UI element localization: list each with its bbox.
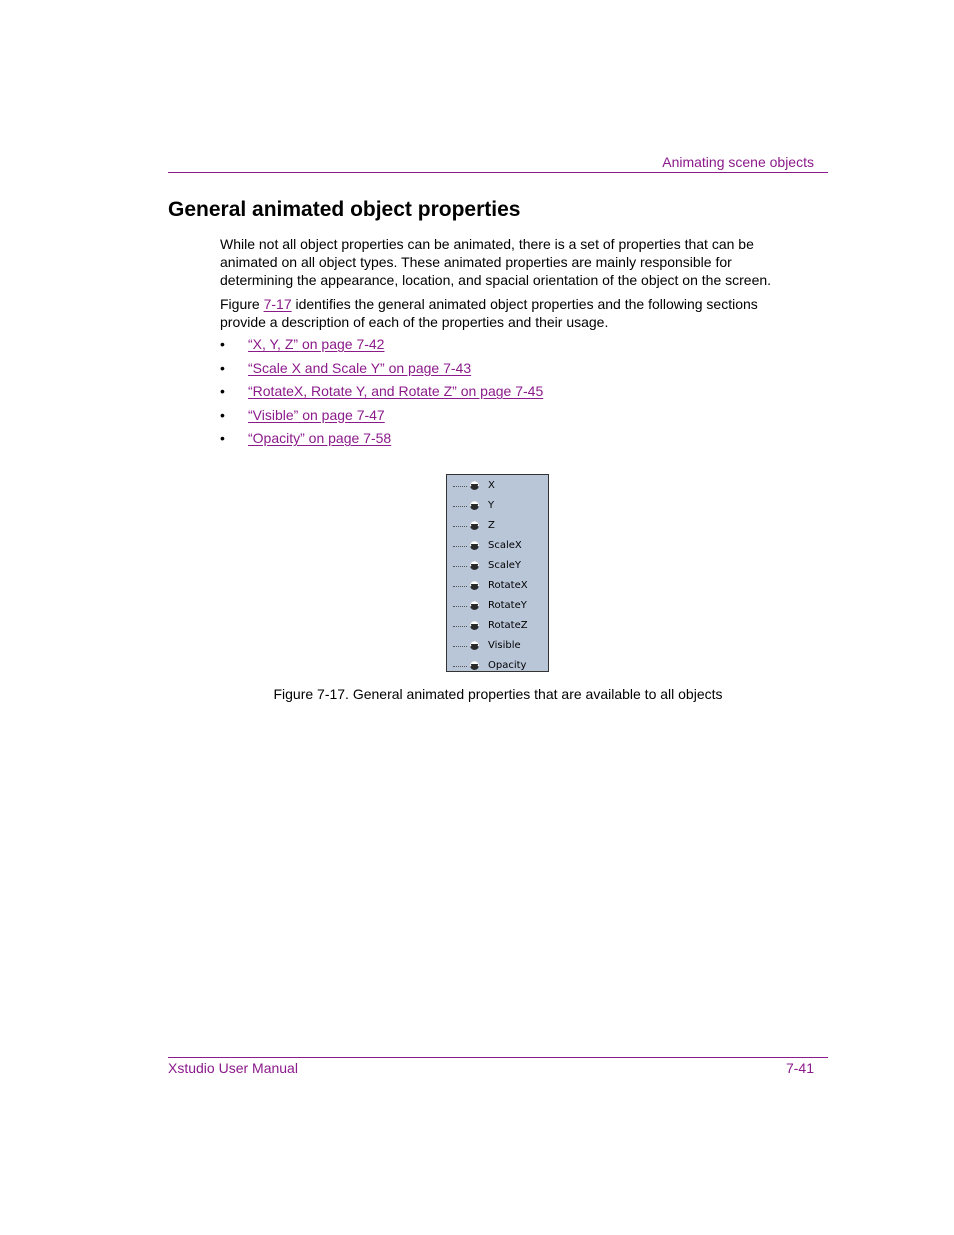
property-row-scaley[interactable]	[447, 556, 548, 576]
list-item	[220, 382, 543, 406]
bullet: •	[220, 406, 225, 423]
bullet: •	[220, 383, 225, 399]
property-label: RotateX	[488, 580, 528, 591]
figure-caption-text: Figure 7-17. General animated properties that are available to all objects	[273, 686, 723, 702]
property-row-scalex[interactable]	[447, 536, 548, 556]
link-scale[interactable]: “Scale X and Scale Y” on page 7-43	[248, 359, 472, 376]
cross-reference-list	[220, 335, 543, 453]
manual-title: Xstudio User Manual	[168, 1060, 298, 1076]
property-knob-icon	[470, 541, 479, 550]
tree-connector	[453, 606, 467, 607]
bullet: •	[220, 359, 225, 376]
list-item	[220, 429, 543, 453]
section-heading: General animated object properties	[168, 198, 521, 221]
property-label: Visible	[488, 640, 521, 651]
property-knob-icon	[470, 661, 479, 670]
footer-rule	[168, 1057, 828, 1058]
property-row-rotatez[interactable]	[447, 616, 548, 636]
figure-caption	[0, 686, 954, 702]
list-item	[220, 406, 543, 430]
figure-7-17-link[interactable]: 7-17	[263, 296, 292, 312]
tree-connector	[453, 546, 467, 547]
bullet: •	[220, 336, 225, 352]
link-rotate[interactable]: “RotateX, Rotate Y, and Rotate Z” on page 7-45	[248, 383, 544, 399]
tree-connector	[453, 626, 467, 627]
property-row-z[interactable]	[447, 516, 548, 536]
tree-connector	[453, 666, 467, 667]
property-row-visible[interactable]	[447, 636, 548, 656]
list-item	[220, 335, 543, 359]
animated-properties-panel	[446, 474, 549, 672]
property-knob-icon	[470, 601, 479, 610]
property-knob-icon	[470, 641, 479, 650]
property-row-x[interactable]	[447, 476, 548, 496]
property-knob-icon	[470, 501, 479, 510]
list-item	[220, 359, 543, 383]
property-label: Opacity	[488, 660, 527, 671]
property-label: ScaleY	[488, 560, 522, 571]
paragraph-text: Figure	[220, 296, 264, 312]
property-row-rotatex[interactable]	[447, 576, 548, 596]
property-knob-icon	[470, 621, 479, 630]
tree-connector	[453, 486, 467, 487]
page-number: 7-41	[785, 1060, 814, 1076]
tree-connector	[453, 646, 467, 647]
property-knob-icon	[470, 481, 479, 490]
property-knob-icon	[470, 521, 479, 530]
tree-connector	[453, 506, 467, 507]
property-label: Y	[488, 500, 495, 511]
property-row-opacity[interactable]	[447, 656, 548, 676]
tree-connector	[453, 526, 467, 527]
link-opacity[interactable]: “Opacity” on page 7-58	[248, 430, 392, 446]
property-label: RotateY	[488, 600, 527, 611]
property-knob-icon	[470, 561, 479, 570]
bullet: •	[220, 430, 225, 446]
link-xyz[interactable]: “X, Y, Z” on page 7-42	[248, 336, 385, 352]
figure-reference-paragraph	[220, 296, 790, 332]
intro-paragraph: While not all object properties can be animated, there is a set of properties that can be animated on all object types. These animated properties are mainly responsible for determining the appearance, location, and spacial orientation of the object on the screen.	[220, 236, 772, 288]
property-label: RotateZ	[488, 620, 528, 631]
running-header: Animating scene objects	[662, 154, 814, 170]
property-label: X	[488, 480, 495, 491]
property-label: ScaleX	[488, 540, 522, 551]
property-row-y[interactable]	[447, 496, 548, 516]
property-knob-icon	[470, 581, 479, 590]
header-rule	[168, 172, 828, 173]
property-label: Z	[488, 520, 495, 531]
property-row-rotatey[interactable]	[447, 596, 548, 616]
paragraph-text: identifies the general animated object properties and the following sections provide a description of each of the properties and their usage.	[220, 296, 758, 330]
link-visible[interactable]: “Visible” on page 7-47	[248, 406, 385, 423]
tree-connector	[453, 566, 467, 567]
tree-connector	[453, 586, 467, 587]
